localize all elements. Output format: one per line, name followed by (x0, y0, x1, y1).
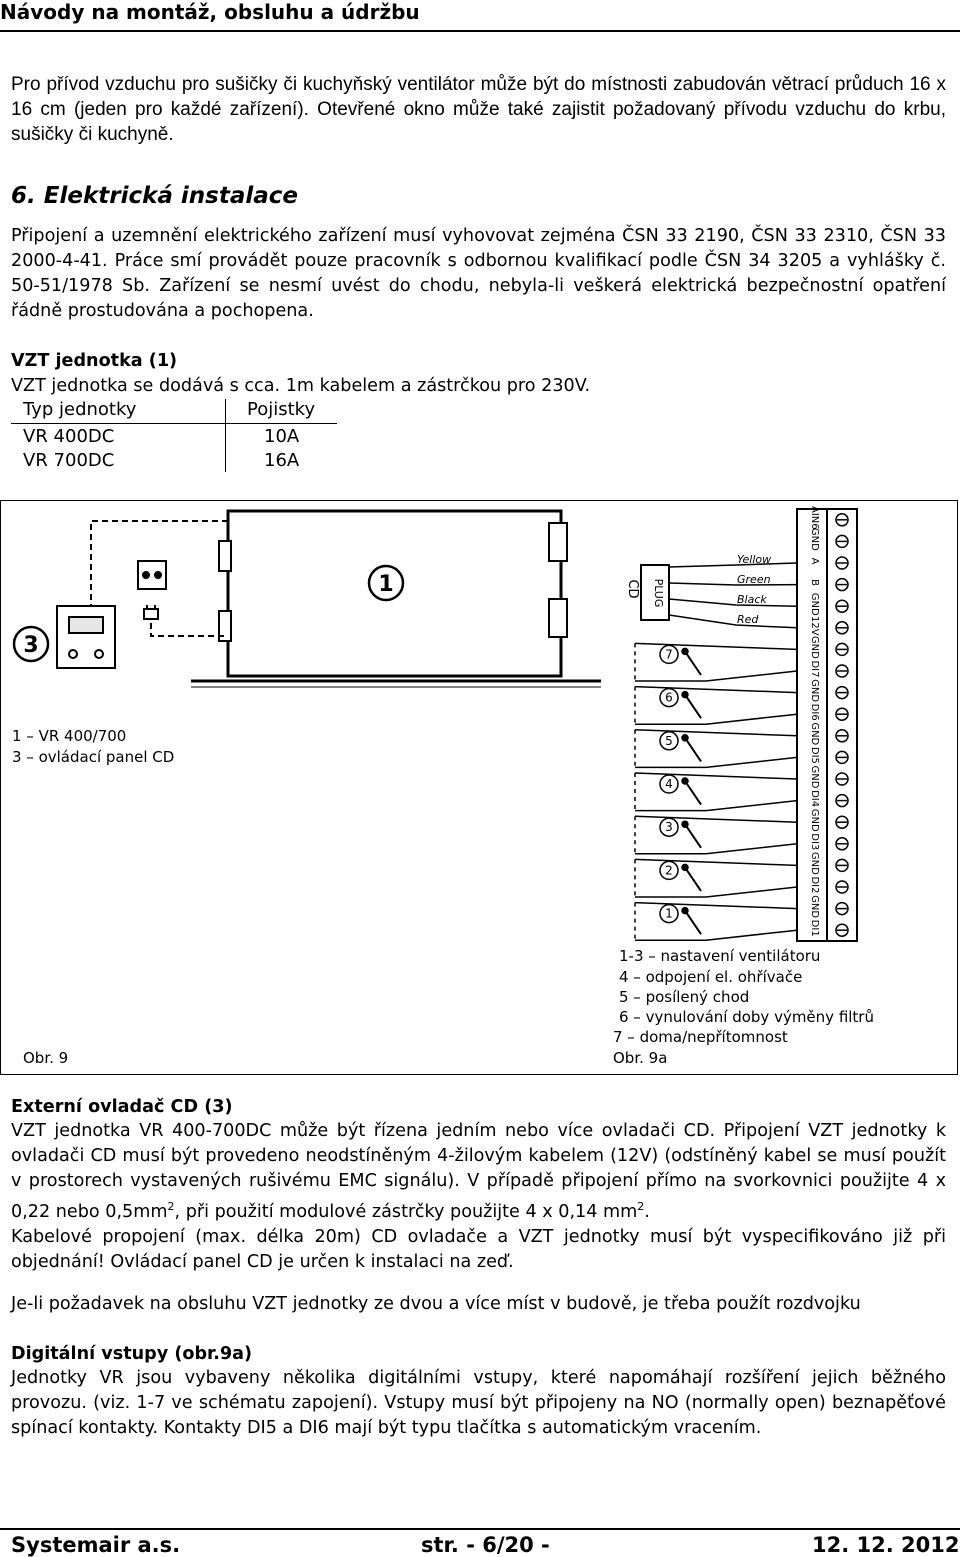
external-line-3: Kabelové propojení (max. délka 20m) CD ovladače a VZT jednotky musí být vyspecifikováno již při objednání! Ovládací panel CD je určen k instalaci na zeď. (11, 1226, 946, 1272)
wire-color-label: Black (737, 593, 767, 606)
figure-caption-left: Obr. 9 (23, 1049, 69, 1067)
socket-pin (143, 572, 149, 578)
superscript: 2 (637, 1200, 645, 1213)
switch-wire (635, 903, 797, 909)
footer-company: Systemair a.s. (11, 1533, 181, 1557)
plug-icon (144, 605, 158, 619)
switch-wire (635, 844, 797, 854)
wire-color-label: Yellow (737, 553, 772, 566)
wiring-diagram (625, 506, 857, 941)
legend-left-line: 3 – ovládací panel CD (12, 748, 175, 766)
terminal-label: GND (809, 895, 820, 919)
terminal-label: DI7 (809, 660, 820, 678)
switch-wire (635, 887, 797, 897)
switch-wire (635, 816, 797, 822)
table-cell: VR 400DC (23, 426, 115, 447)
external-line-2b: , při použití modulové zástrčky použijte 4 x 0,14 mm (174, 1201, 638, 1222)
panel-button (69, 650, 77, 658)
wire-color-label: Green (737, 573, 771, 586)
table-header-fuse: Pojistky (247, 399, 316, 420)
table-cell: 10A (264, 426, 300, 447)
terminal-label: GND (809, 851, 820, 875)
wire (669, 599, 797, 606)
footer-date: 12. 12. 2012 (812, 1533, 960, 1557)
legend-left-line: 1 – VR 400/700 (12, 727, 127, 745)
switch-lever (685, 738, 701, 762)
external-line-2a: Připojení VZT jednotky k ovladači CD musí být provedeno neodstíněným 4-žilovým kabelem (12V) (odstíněný kabel se musí použít v prostorech vystavených rušivému EMC signálu). V případě připojení přímo na svorkovnici použijte 4 x 0,22 nebo 0,5mm (11, 1121, 947, 1222)
terminal-label: DI5 (809, 746, 820, 764)
external-controller-text (11, 1119, 946, 1275)
wire (669, 615, 797, 628)
switch-lever (685, 651, 701, 675)
vzt-unit-drawing (14, 511, 601, 687)
unit-number: 1 (378, 572, 394, 597)
plug-label: PLUG (652, 578, 665, 608)
switch-number: 4 (665, 777, 673, 791)
table-header-rule (11, 423, 337, 424)
switch-wire (635, 859, 797, 865)
wire (669, 583, 797, 585)
page-header-title: Návody na montáž, obsluhu a údržbu (0, 0, 420, 24)
table-cell: VR 700DC (23, 450, 115, 471)
terminal-label: GND (809, 527, 820, 551)
switch-wire (635, 930, 797, 940)
terminal-screws (827, 509, 857, 941)
switch-wire (635, 643, 797, 649)
terminal-label: GND (809, 765, 820, 789)
switch-wire (635, 671, 797, 681)
legend-right-line: 5 – posílený chod (619, 988, 750, 1006)
table-header-type: Typ jednotky (23, 399, 137, 420)
unit-port (549, 523, 567, 561)
vzt-heading: VZT jednotka (1) (11, 351, 178, 371)
unit-port (219, 541, 231, 571)
wire-color-label: Red (737, 613, 759, 626)
vzt-text: VZT jednotka se dodává s cca. 1m kabelem a zástrčkou pro 230V. (11, 376, 591, 396)
table-cell: 16A (264, 450, 300, 471)
switch-lever (685, 824, 701, 848)
switch-number: 7 (665, 647, 673, 662)
switch-number: 5 (665, 733, 673, 748)
digital-inputs-text: Jednotky VR jsou vybaveny několika digitálními vstupy, které napomáhají rozšíření jejich běžného provozu. (viz. 1-7 ve schématu zapojení). Vstupy musí být připojeny na NO (normally open) beznapěťové spínací kontakty. Kontakty DI5 a DI6 mají být typu tlačítka s automatickým vracením. (11, 1368, 946, 1438)
panel-display (69, 617, 103, 633)
switch-lever (685, 695, 701, 719)
socket-pin (155, 572, 161, 578)
terminal-label: DI6 (809, 703, 820, 721)
unit-body (228, 511, 561, 676)
switch-number: 6 (665, 690, 673, 705)
terminal-label: GND (809, 808, 820, 832)
cd-label: CD (625, 579, 640, 599)
terminal-label: B (809, 579, 820, 587)
superscript: 2 (167, 1200, 175, 1213)
table-column-rule (225, 399, 226, 472)
intro-paragraph: Pro přívod vzduchu pro sušičky či kuchyňský ventilátor může být do místnosti zabudován větrací průduch 16 x 16 cm (jeden pro každé zařízení). Otevřené okno může také zajistit požadovaný přívodu vzduchu do krbu, sušičky či kuchyně. (11, 74, 946, 145)
switch-number: 1 (665, 906, 673, 921)
footer-page: str. - 6/20 - (421, 1533, 550, 1557)
terminal-label: DI1 (809, 919, 820, 937)
switch-wire (635, 773, 797, 779)
panel-number: 3 (23, 633, 39, 658)
unit-port (549, 599, 567, 637)
legend-right-line: 7 – doma/nepřítomnost (613, 1028, 788, 1046)
section-6-paragraph: Připojení a uzemnění elektrického zařízení musí vyhovovat zejména ČSN 33 2190, ČSN 33 2310, ČSN 33 2000-4-41. Práce smí provádět pouze pracovník s odbornou kvalifikací podle ČSN 34 3205 a vyhlášky č. 50-51/1978 Sb. Zařízení se nesmí uvést do chodu, nebyla-li veškerá elektrická bezpečnostní opatření řádně prostudována a pochopena. (11, 226, 946, 321)
control-panel-icon (57, 606, 115, 668)
control-cable (91, 521, 228, 606)
external-line-2c: . (644, 1201, 650, 1222)
external-splitter-text: Je-li požadavek na obsluhu VZT jednotky ze dvou a více míst v budově, je třeba použít rozdvojku (11, 1294, 861, 1314)
external-controller-heading: Externí ovladač CD (3) (11, 1097, 233, 1117)
figure-caption-right: Obr. 9a (613, 1049, 668, 1067)
terminal-label: GND (809, 635, 820, 659)
wiring-figure (0, 500, 958, 1075)
legend-right-line: 6 – vynulování doby výměny filtrů (619, 1008, 874, 1026)
terminal-label: AIN6 (809, 505, 820, 530)
section-6-heading: 6. Elektrická instalace (11, 183, 299, 209)
power-cable (151, 623, 226, 636)
panel-button (95, 650, 103, 658)
external-line-1: VZT jednotka VR 400-700DC může být řízena jedním nebo více ovladači CD. (11, 1121, 716, 1141)
switch-lever (685, 911, 701, 935)
terminal-label: GND (809, 679, 820, 703)
header-divider (0, 30, 960, 32)
terminal-label: DI3 (809, 833, 820, 851)
wire (669, 563, 797, 567)
switch-lever (685, 867, 701, 891)
switch-wire (635, 801, 797, 811)
figure-drawing (1, 501, 959, 1076)
terminal-label: 12V (809, 616, 820, 636)
terminal-label: GND (809, 722, 820, 746)
terminal-label: DI4 (809, 790, 820, 808)
terminal-label: A (809, 557, 820, 565)
switch-wire (635, 730, 797, 736)
switch-wire (635, 687, 797, 693)
legend-right-line: 4 – odpojení el. ohřívače (619, 968, 803, 986)
switch-number: 3 (665, 820, 673, 835)
switch-wire (635, 757, 797, 767)
terminal-label: DI2 (809, 876, 820, 894)
footer-divider (0, 1528, 960, 1530)
switch-wire (635, 714, 797, 724)
terminal-label: GND (809, 592, 820, 616)
switch-number: 2 (665, 863, 673, 878)
digital-inputs-heading: Digitální vstupy (obr.9a) (11, 1344, 253, 1364)
switch-lever (685, 781, 701, 805)
legend-right-line: 1-3 – nastavení ventilátoru (619, 947, 821, 965)
